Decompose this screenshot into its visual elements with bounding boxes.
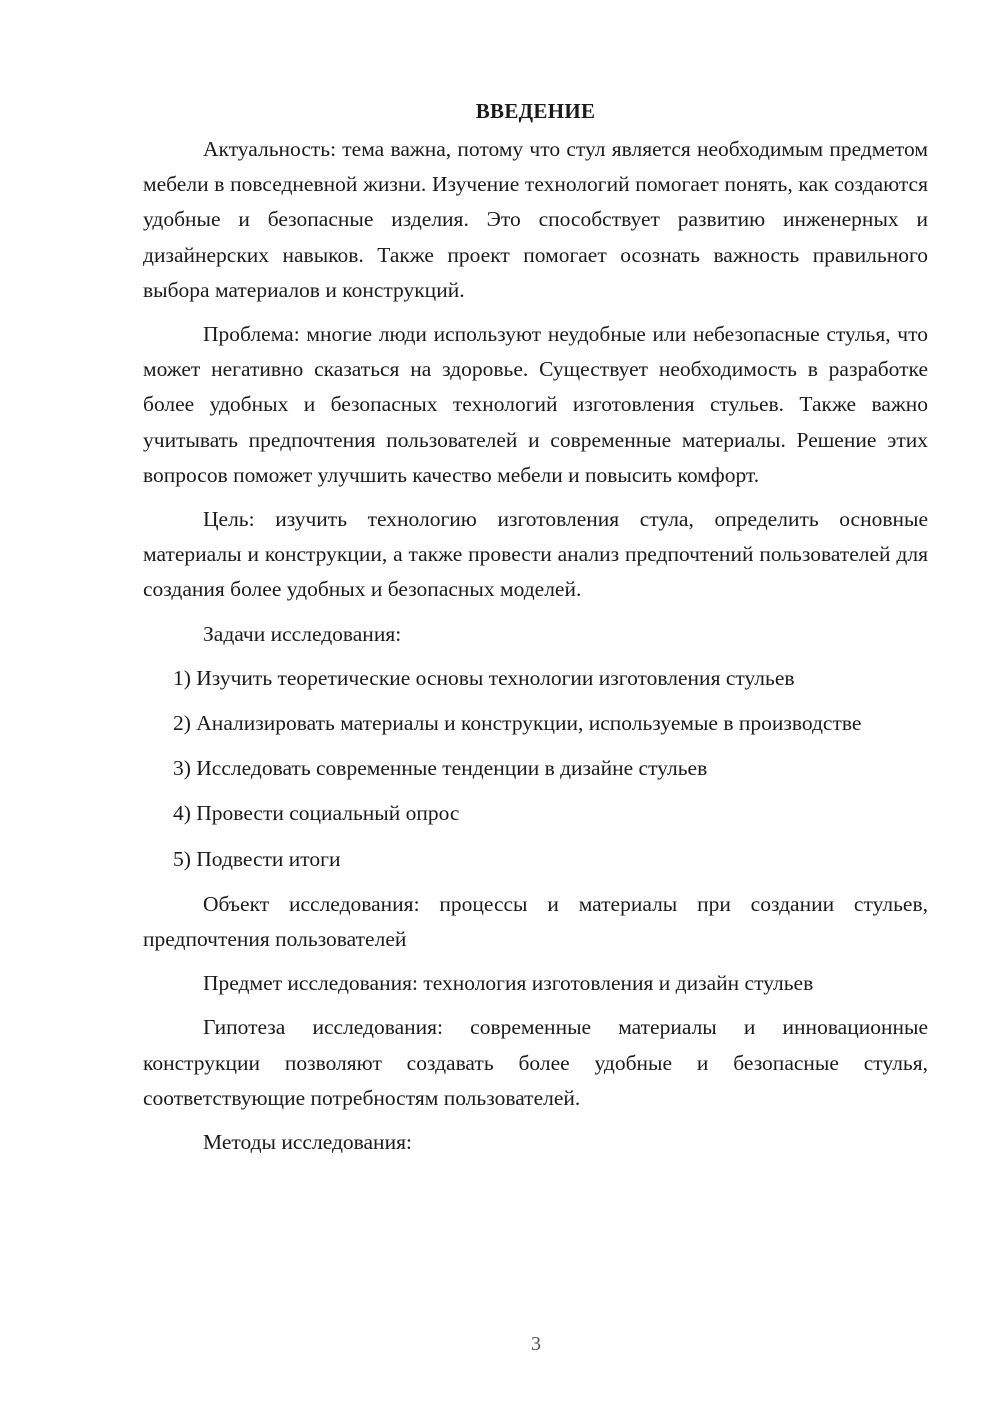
problem-paragraph: Проблема: многие люди используют неудобные или небезопасные стулья, что может негативно сказаться на здоровье. Существует необходимость в разработке более удобных и безопасных технологий изготовления стульев. Также важно учитывать предпочтения пользователей и современные материалы. Решение этих вопросов поможет улучшить качество мебели и повысить комфорт. bbox=[143, 322, 928, 487]
goal-paragraph: Цель: изучить технологию изготовления стула, определить основные материалы и конструкции, а также провести анализ предпочтений пользователей для создания более удобных и безопасных моделей. bbox=[143, 507, 928, 602]
relevance-paragraph: Актуальность: тема важна, потому что стул является необходимым предметом мебели в повседневной жизни. Изучение технологий помогает понять, как создаются удобные и безопасные изделия. Это способствует развитию инженерных и дизайнерских навыков. Также проект помогает осознать важность правильного выбора материалов и конструкций. bbox=[143, 137, 928, 302]
document-page bbox=[143, 96, 928, 1169]
section-title: ВВЕДЕНИЕ bbox=[475, 99, 596, 123]
hypothesis-paragraph: Гипотеза исследования: современные материалы и инновационные конструкции позволяют создавать более удобные и безопасные стулья, соответствующие потребностям пользователей. bbox=[143, 1015, 928, 1110]
page-number: 3 bbox=[531, 1333, 541, 1355]
task-item: 4) Провести социальный опрос bbox=[173, 801, 460, 826]
tasks-heading: Задачи исследования: bbox=[203, 621, 402, 646]
subject-paragraph: Предмет исследования: технология изготовления и дизайн стульев bbox=[203, 971, 814, 996]
task-item: 3) Исследовать современные тенденции в дизайне стульев bbox=[173, 756, 708, 781]
task-item: 5) Подвести итоги bbox=[173, 846, 341, 871]
object-paragraph: Объект исследования: процессы и материалы при создании стульев, предпочтения пользователей bbox=[143, 891, 928, 952]
methods-heading: Методы исследования: bbox=[203, 1130, 412, 1155]
task-item: 2) Анализировать материалы и конструкции, используемые в производстве bbox=[173, 711, 862, 736]
task-item: 1) Изучить теоретические основы технологии изготовления стульев bbox=[173, 665, 795, 690]
